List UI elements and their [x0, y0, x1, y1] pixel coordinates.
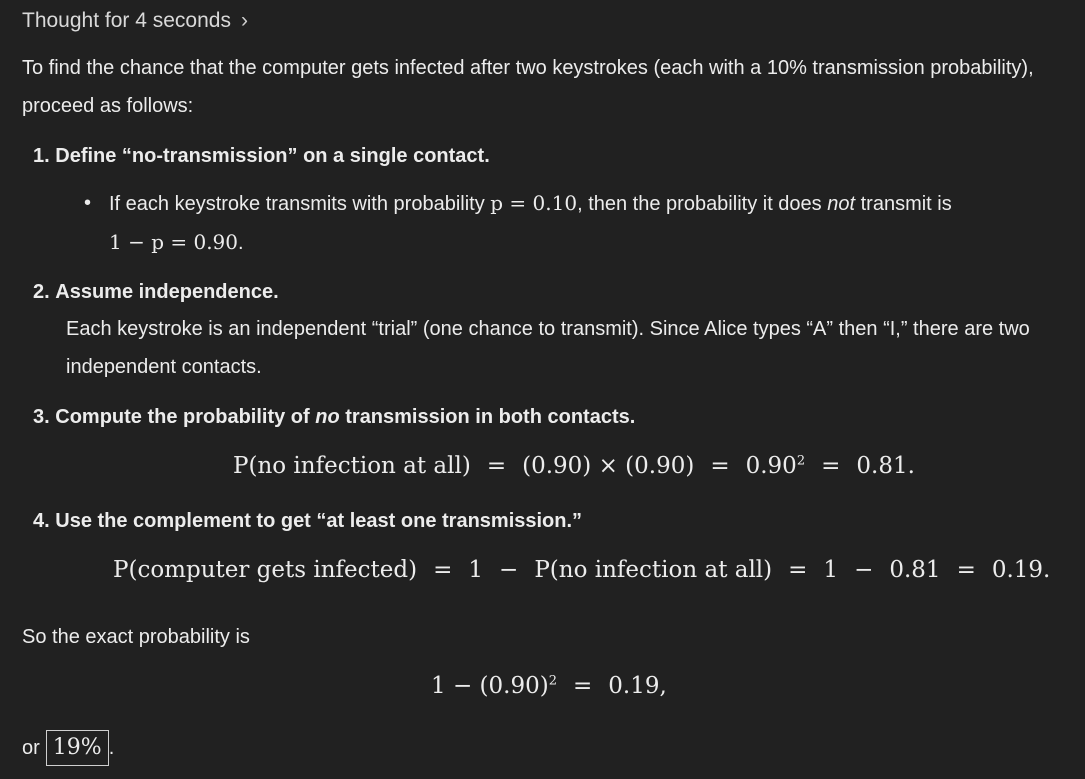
bullet-text-mid: , then the probability it does	[577, 193, 828, 215]
step-title: Use the complement to get “at least one transmission.”	[55, 510, 583, 532]
step-number: 3.	[33, 406, 50, 428]
boxed-answer: 19%	[46, 730, 109, 766]
bullet-text-post: transmit is	[855, 193, 952, 215]
step-number: 1.	[33, 145, 50, 167]
math-p-value: p = 0.10	[490, 191, 578, 215]
bullet-text-pre: If each keystroke transmits with probability	[109, 193, 491, 215]
step-title: Compute the probability of no transmission in both contacts.	[55, 406, 636, 428]
emphasis-not: not	[827, 193, 856, 215]
bullet-dot: •	[84, 192, 92, 214]
equation-no-infection: P(no infection at $all) = (0.90) \times (0.90) = 0.90^2 = 0.81$.	[233, 453, 915, 479]
step-2-body: Each keystroke is an independent “trial” (one chance to transmit). Since Alice types “A” then “I,” there are two independent contacts.	[66, 318, 1030, 378]
bullet-end: .	[238, 232, 244, 254]
step-4	[33, 502, 582, 540]
so-text: So the exact probability is	[22, 626, 250, 648]
equation-infected: P(computer gets infected) = 1 − P(no infection at all) = 1 − 0.81 = 0.19.	[113, 557, 1051, 583]
thought-toggle[interactable]	[22, 9, 248, 33]
thought-label: Thought for 4 seconds	[22, 9, 231, 32]
step-title: Define “no-transmission” on a single contact.	[55, 145, 490, 167]
step-title: Assume independence.	[55, 281, 279, 303]
step-3	[33, 398, 635, 436]
step-number: 4.	[33, 510, 50, 532]
final-pre: or	[22, 737, 40, 759]
final-post: .	[108, 737, 115, 759]
intro-paragraph: To find the chance that the computer gets infected after two keystrokes (each with a 10% transmission probability), proceed as follows:	[22, 57, 1034, 117]
step-2	[33, 273, 279, 311]
equation-exact: $1 - (0.90)^2 = 0.19$,	[431, 673, 667, 699]
math-complement: 1 − p = 0.90	[109, 230, 239, 254]
final-answer	[22, 730, 114, 766]
chevron-right-icon: ›	[240, 9, 248, 32]
step-1	[33, 137, 490, 175]
step-number: 2.	[33, 281, 50, 303]
